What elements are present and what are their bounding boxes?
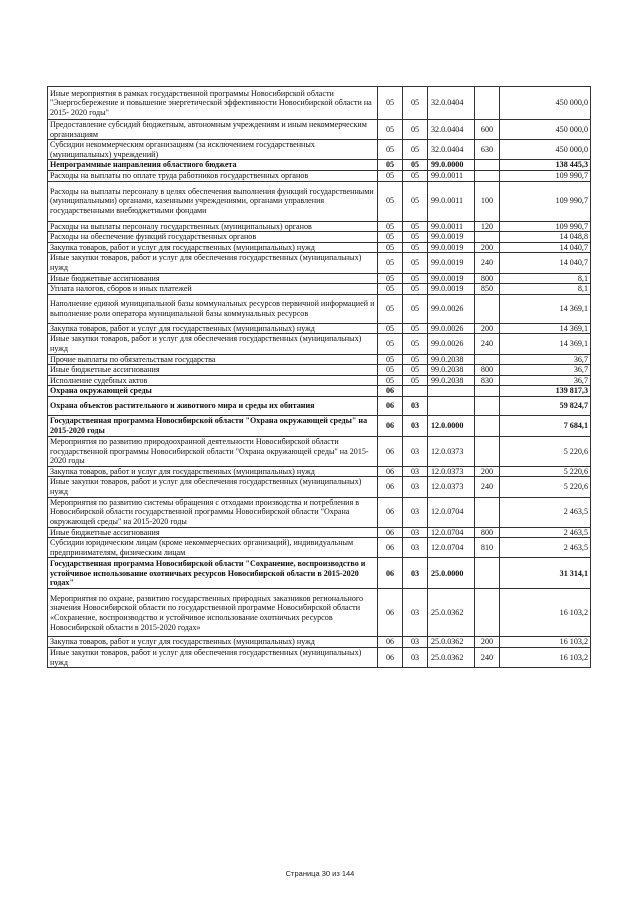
row-name: Иные бюджетные ассигнования	[48, 365, 378, 376]
row-subsection: 05	[403, 232, 428, 243]
row-name: Охрана окружающей среды	[48, 386, 378, 397]
row-target-article: 12.0.0704	[428, 497, 475, 527]
row-target-article: 25.0.0362	[428, 637, 475, 648]
row-name: Прочие выплаты по обязательствам государства	[48, 354, 378, 365]
row-section: 06	[378, 466, 403, 477]
row-subsection: 05	[403, 273, 428, 284]
row-expense-type: 830	[475, 375, 500, 386]
table-row	[48, 637, 591, 648]
row-subsection: 05	[403, 221, 428, 232]
row-amount: 109 990,7	[500, 221, 591, 232]
row-expense-type	[475, 386, 500, 397]
row-subsection: 05	[403, 87, 428, 120]
row-target-article: 99.0.0019	[428, 273, 475, 284]
row-amount: 450 000,0	[500, 140, 591, 160]
row-subsection: 05	[403, 294, 428, 323]
row-target-article: 99.0.0026	[428, 323, 475, 334]
row-target-article: 99.0.0019	[428, 242, 475, 253]
table-row	[48, 589, 591, 637]
row-name: Закупка товаров, работ и услуг для государственных (муниципальных) нужд	[48, 323, 378, 334]
row-subsection: 05	[403, 323, 428, 334]
row-section: 06	[378, 396, 403, 415]
table-row	[48, 221, 591, 232]
row-target-article: 12.0.0373	[428, 466, 475, 477]
row-target-article: 99.0.0000	[428, 160, 475, 171]
row-subsection: 03	[403, 436, 428, 466]
row-target-article: 25.0.0362	[428, 589, 475, 637]
row-expense-type: 200	[475, 637, 500, 648]
row-amount: 5 220,6	[500, 477, 591, 497]
row-amount: 5 220,6	[500, 436, 591, 466]
row-target-article: 99.0.0011	[428, 221, 475, 232]
row-target-article: 99.0.2038	[428, 375, 475, 386]
table-row	[48, 273, 591, 284]
row-name: Уплата налогов, сборов и иных платежей	[48, 284, 378, 295]
row-amount: 36,7	[500, 375, 591, 386]
table-row	[48, 527, 591, 538]
table-row	[48, 386, 591, 397]
row-subsection: 05	[403, 375, 428, 386]
row-name: Закупка товаров, работ и услуг для государственных (муниципальных) нужд	[48, 637, 378, 648]
row-section: 06	[378, 648, 403, 668]
table-row	[48, 396, 591, 415]
row-name: Расходы на выплаты персоналу в целях обеспечения выполнения функций государственными (муниципальными) органами, казенными учреждениями, органами управления государственными внебюджетными фондами	[48, 181, 378, 221]
row-amount: 59 824,7	[500, 396, 591, 415]
row-name: Иные закупки товаров, работ и услуг для обеспечения государственных (муниципальных) нужд	[48, 648, 378, 668]
row-section: 05	[378, 253, 403, 273]
row-section: 05	[378, 170, 403, 181]
table-row	[48, 497, 591, 527]
row-expense-type	[475, 436, 500, 466]
table-row	[48, 232, 591, 243]
budget-table	[47, 86, 591, 668]
table-row	[48, 477, 591, 497]
row-target-article: 12.0.0373	[428, 436, 475, 466]
row-name: Государственная программа Новосибирской области "Сохранение, воспроизводство и устойчивое использование охотничьих ресурсов Новосибирской области в 2015-2020 годах"	[48, 558, 378, 589]
row-target-article: 25.0.0000	[428, 558, 475, 589]
row-name: Иные закупки товаров, работ и услуг для обеспечения государственных (муниципальных) нужд	[48, 477, 378, 497]
table-row	[48, 648, 591, 668]
table-row	[48, 284, 591, 295]
row-name: Государственная программа Новосибирской области "Охрана окружающей среды" на 2015-2020 годы	[48, 415, 378, 436]
row-section: 06	[378, 558, 403, 589]
row-section: 06	[378, 436, 403, 466]
row-target-article: 12.0.0704	[428, 527, 475, 538]
row-section: 05	[378, 294, 403, 323]
row-amount: 139 817,3	[500, 386, 591, 397]
row-subsection: 05	[403, 170, 428, 181]
row-target-article	[428, 396, 475, 415]
row-expense-type: 200	[475, 466, 500, 477]
row-target-article: 99.0.0026	[428, 294, 475, 323]
row-amount: 7 684,1	[500, 415, 591, 436]
table-row	[48, 538, 591, 558]
row-target-article: 12.0.0000	[428, 415, 475, 436]
row-expense-type: 630	[475, 140, 500, 160]
row-subsection: 03	[403, 466, 428, 477]
row-name: Расходы на выплаты по оплате труда работников государственных органов	[48, 170, 378, 181]
row-section: 05	[378, 284, 403, 295]
row-expense-type	[475, 415, 500, 436]
table-row	[48, 323, 591, 334]
row-subsection: 03	[403, 477, 428, 497]
row-amount: 2 463,5	[500, 527, 591, 538]
row-name: Иные бюджетные ассигнования	[48, 273, 378, 284]
row-name: Мероприятия по охране, развитию государственных природных заказников регионального значения Новосибирской области по государственной программе Новосибирской области «Сохранение, воспроизводство и устойчивое использование охотничьих ресурсов Новосибирской области в 2015-2020 годах»	[48, 589, 378, 637]
table-row	[48, 415, 591, 436]
row-amount: 16 103,2	[500, 637, 591, 648]
row-section: 06	[378, 477, 403, 497]
row-section: 05	[378, 221, 403, 232]
row-expense-type: 100	[475, 181, 500, 221]
page-footer: Страница 30 из 144	[285, 869, 355, 878]
row-subsection: 05	[403, 253, 428, 273]
row-name: Расходы на выплаты персоналу государственных (муниципальных) органов	[48, 221, 378, 232]
table-row	[48, 170, 591, 181]
row-expense-type: 800	[475, 527, 500, 538]
row-expense-type	[475, 354, 500, 365]
table-row	[48, 181, 591, 221]
row-subsection: 05	[403, 160, 428, 171]
row-section: 05	[378, 323, 403, 334]
row-amount: 138 445,3	[500, 160, 591, 171]
row-expense-type	[475, 396, 500, 415]
table-row	[48, 140, 591, 160]
table-row	[48, 466, 591, 477]
row-name: Мероприятия по развитию природоохранной деятельности Новосибирской области государственной программы Новосибирской области "Охрана окружающей среды" на 2015-2020 годы	[48, 436, 378, 466]
row-expense-type: 850	[475, 284, 500, 295]
table-row	[48, 242, 591, 253]
row-amount: 16 103,2	[500, 589, 591, 637]
row-expense-type: 810	[475, 538, 500, 558]
row-section: 05	[378, 87, 403, 120]
row-expense-type: 200	[475, 242, 500, 253]
row-amount: 14 369,1	[500, 294, 591, 323]
row-expense-type	[475, 160, 500, 171]
row-name: Охрана объектов растительного и животного мира и среды их обитания	[48, 396, 378, 415]
row-section: 06	[378, 637, 403, 648]
row-section: 05	[378, 181, 403, 221]
row-name: Субсидии юридическим лицам (кроме некоммерческих организаций), индивидуальным предпринимателям, физическим лицам	[48, 538, 378, 558]
row-amount: 31 314,1	[500, 558, 591, 589]
row-target-article: 12.0.0704	[428, 538, 475, 558]
row-expense-type	[475, 294, 500, 323]
row-amount: 14 369,1	[500, 334, 591, 354]
table-row	[48, 375, 591, 386]
row-target-article: 99.0.0019	[428, 284, 475, 295]
row-subsection: 05	[403, 334, 428, 354]
row-section: 06	[378, 386, 403, 397]
row-amount: 16 103,2	[500, 648, 591, 668]
row-section: 05	[378, 365, 403, 376]
row-expense-type: 800	[475, 365, 500, 376]
row-amount: 14 040,7	[500, 253, 591, 273]
table-body	[48, 87, 591, 668]
row-amount: 109 990,7	[500, 181, 591, 221]
row-name: Закупка товаров, работ и услуг для государственных (муниципальных) нужд	[48, 466, 378, 477]
row-amount: 450 000,0	[500, 87, 591, 120]
row-section: 05	[378, 242, 403, 253]
row-target-article: 99.0.2038	[428, 354, 475, 365]
row-expense-type: 800	[475, 273, 500, 284]
row-section: 06	[378, 415, 403, 436]
row-expense-type: 600	[475, 120, 500, 140]
row-target-article: 32.0.0404	[428, 87, 475, 120]
row-target-article: 99.0.2038	[428, 365, 475, 376]
row-subsection: 05	[403, 181, 428, 221]
row-expense-type: 200	[475, 323, 500, 334]
row-section: 06	[378, 589, 403, 637]
table-row	[48, 334, 591, 354]
row-expense-type	[475, 232, 500, 243]
row-name: Исполнение судебных актов	[48, 375, 378, 386]
row-name: Иные закупки товаров, работ и услуг для обеспечения государственных (муниципальных) нужд	[48, 334, 378, 354]
row-subsection: 05	[403, 242, 428, 253]
row-subsection: 03	[403, 648, 428, 668]
row-subsection: 03	[403, 589, 428, 637]
row-target-article: 12.0.0373	[428, 477, 475, 497]
row-amount: 8,1	[500, 273, 591, 284]
row-subsection: 05	[403, 365, 428, 376]
row-amount: 2 463,5	[500, 497, 591, 527]
row-amount: 14 048,8	[500, 232, 591, 243]
row-amount: 14 040,7	[500, 242, 591, 253]
row-expense-type	[475, 558, 500, 589]
row-subsection: 03	[403, 527, 428, 538]
row-target-article: 99.0.0019	[428, 232, 475, 243]
table-row	[48, 160, 591, 171]
row-name: Иные бюджетные ассигнования	[48, 527, 378, 538]
row-amount: 8,1	[500, 284, 591, 295]
table-row	[48, 354, 591, 365]
row-subsection: 03	[403, 538, 428, 558]
row-section: 06	[378, 538, 403, 558]
row-expense-type	[475, 589, 500, 637]
row-amount: 450 000,0	[500, 120, 591, 140]
row-target-article: 99.0.0019	[428, 253, 475, 273]
row-amount: 5 220,6	[500, 466, 591, 477]
row-name: Субсидии некоммерческим организациям (за исключением государственных (муниципальных) учреждений)	[48, 140, 378, 160]
row-name: Наполнение единой муниципальной базы коммунальных ресурсов первичной информацией и выполнение роли оператора муниципальной базы коммунальных ресурсов	[48, 294, 378, 323]
row-section: 05	[378, 334, 403, 354]
row-name: Расходы на обеспечение функций государственных органов	[48, 232, 378, 243]
row-expense-type: 240	[475, 334, 500, 354]
row-subsection: 05	[403, 354, 428, 365]
row-section: 05	[378, 273, 403, 284]
row-target-article: 32.0.0404	[428, 120, 475, 140]
table-row	[48, 436, 591, 466]
row-expense-type: 240	[475, 253, 500, 273]
row-section: 05	[378, 140, 403, 160]
table-row	[48, 558, 591, 589]
row-amount: 2 463,5	[500, 538, 591, 558]
row-target-article	[428, 386, 475, 397]
row-expense-type: 240	[475, 648, 500, 668]
row-expense-type	[475, 497, 500, 527]
row-expense-type	[475, 87, 500, 120]
row-subsection: 05	[403, 284, 428, 295]
table-row	[48, 365, 591, 376]
row-target-article: 99.0.0011	[428, 181, 475, 221]
row-subsection: 03	[403, 396, 428, 415]
row-amount: 36,7	[500, 354, 591, 365]
row-subsection: 05	[403, 120, 428, 140]
row-amount: 36,7	[500, 365, 591, 376]
row-section: 06	[378, 497, 403, 527]
row-name: Иные мероприятия в рамках государственной программы Новосибирской области "Энергосбережение и повышение энергетической эффективности Новосибирской области на 2015- 2020 годы"	[48, 87, 378, 120]
row-target-article: 32.0.0404	[428, 140, 475, 160]
row-subsection: 03	[403, 558, 428, 589]
row-section: 06	[378, 527, 403, 538]
row-name: Непрограммные направления областного бюджета	[48, 160, 378, 171]
table-row	[48, 120, 591, 140]
row-section: 05	[378, 120, 403, 140]
row-section: 05	[378, 354, 403, 365]
row-expense-type: 240	[475, 477, 500, 497]
row-section: 05	[378, 232, 403, 243]
table-row	[48, 253, 591, 273]
row-name: Иные закупки товаров, работ и услуг для обеспечения государственных (муниципальных) нужд	[48, 253, 378, 273]
row-subsection: 05	[403, 140, 428, 160]
row-amount: 14 369,1	[500, 323, 591, 334]
table-row	[48, 294, 591, 323]
row-name: Закупка товаров, работ и услуг для государственных (муниципальных) нужд	[48, 242, 378, 253]
row-name: Мероприятия по развитию системы обращения с отходами производства и потребления в Новосибирской области государственной программы Новосибирской области "Охрана окружающей среды" на 2015-2020 годы	[48, 497, 378, 527]
row-subsection: 03	[403, 637, 428, 648]
row-target-article: 99.0.0026	[428, 334, 475, 354]
row-amount: 109 990,7	[500, 170, 591, 181]
row-target-article: 99.0.0011	[428, 170, 475, 181]
table-row	[48, 87, 591, 120]
row-subsection: 03	[403, 497, 428, 527]
row-expense-type	[475, 170, 500, 181]
row-subsection: 03	[403, 415, 428, 436]
row-section: 05	[378, 375, 403, 386]
row-expense-type: 120	[475, 221, 500, 232]
row-section: 05	[378, 160, 403, 171]
row-name: Предоставление субсидий бюджетным, автономным учреждениям и иным некоммерческим организациям	[48, 120, 378, 140]
row-target-article: 25.0.0362	[428, 648, 475, 668]
row-subsection	[403, 386, 428, 397]
